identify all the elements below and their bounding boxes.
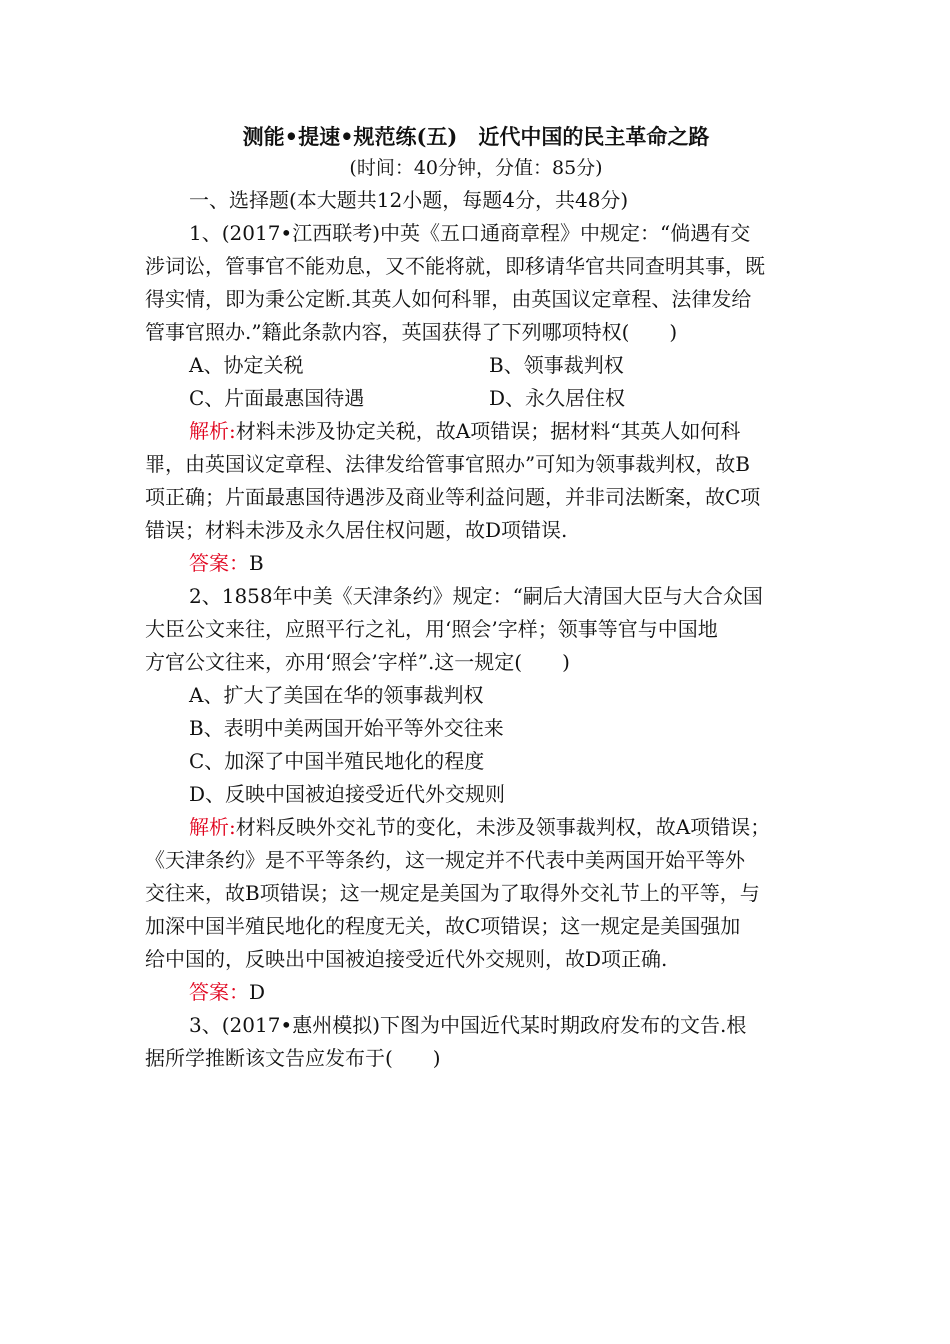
question-1 [145,217,807,580]
question-1-line-4: 管事官照办.”籍此条款内容，英国获得了下列哪项特权( ) [145,320,678,344]
question-1-line-2: 涉词讼，管事官不能劝息，又不能将就，即移请华官共同查明其事，既 [145,254,765,278]
question-1-analysis-line-4: 错误；材料未涉及永久居住权问题，故D项错误. [145,518,568,542]
answer-label: 答案： [189,980,249,1004]
answer-label: 答案： [189,551,249,575]
question-3-line-1: 3、(2017•惠州模拟)下图为中国近代某时期政府发布的文告.根 [189,1013,747,1037]
question-2-answer [145,976,807,1009]
question-3-line-2: 据所学推断该文告应发布于( ) [145,1046,441,1070]
question-2-analysis-line-5: 给中国的，反映出中国被迫接受近代外交规则，故D项正确. [145,947,668,971]
question-2-option-d: D、反映中国被迫接受近代外交规则 [189,782,506,806]
question-1-analysis-line-3: 项正确；片面最惠国待遇涉及商业等利益问题，并非司法断案，故C项 [145,485,761,509]
question-2-analysis-line-4: 加深中国半殖民地化的程度无关，故C项错误；这一规定是美国强加 [145,914,741,938]
question-1-option-b: B、领事裁判权 [489,353,624,377]
question-1-analysis-line-2: 罪，由英国议定章程、法律发给管事官照办”可知为领事裁判权，故B [145,452,750,476]
question-2-analysis-line-3: 交往来，故B项错误；这一规定是美国为了取得外交礼节上的平等，与 [145,881,760,905]
question-3 [145,1009,807,1075]
document-content [145,122,807,1075]
page-subtitle: (时间：40分钟，分值：85分) [349,157,603,179]
question-1-option-c: C、片面最惠国待遇 [189,386,365,410]
question-2 [145,580,807,1009]
answer-value: B [249,551,264,575]
question-2-option-a: A、扩大了美国在华的领事裁判权 [189,683,484,707]
question-1-option-a: A、协定关税 [189,353,304,377]
question-2-option-c: C、加深了中国半殖民地化的程度 [189,749,485,773]
question-1-line-1: 1、(2017•江西联考)中英《五口通商章程》中规定：“倘遇有交 [189,221,751,245]
analysis-label: 解析: [189,419,236,443]
answer-value: D [249,980,266,1004]
question-2-line-2: 大臣公文来往，应照平行之礼，用‘照会’字样；领事等官与中国地 [145,617,718,641]
section-heading: 一、选择题(本大题共12小题，每题4分，共48分) [189,188,629,212]
question-1-line-3: 得实情，即为秉公定断.其英人如何科罪，由英国议定章程、法律发给 [145,287,752,311]
question-1-options-row-2 [145,382,807,415]
question-2-analysis-line-2: 《天津条约》是不平等条约，这一规定并不代表中美两国开始平等外 [145,848,745,872]
question-1-analysis-line-1: 解析:材料未涉及协定关税，故A项错误；据材料“其英人如何科 [189,419,741,443]
question-1-option-d: D、永久居住权 [489,386,626,410]
question-2-option-b: B、表明中美两国开始平等外交往来 [189,716,504,740]
page-title: 测能•提速•规范练(五) 近代中国的民主革命之路 [242,124,710,149]
question-2-line-1: 2、1858年中美《天津条约》规定：“嗣后大清国大臣与大合众国 [189,584,763,608]
analysis-label: 解析: [189,815,236,839]
question-2-analysis-line-1: 解析:材料反映外交礼节的变化，未涉及领事裁判权，故A项错误； [189,815,771,839]
question-1-options-row-1 [145,349,807,382]
question-1-answer [145,547,807,580]
question-2-line-3: 方官公文往来，亦用‘照会’字样”.这一规定( ) [145,650,570,674]
